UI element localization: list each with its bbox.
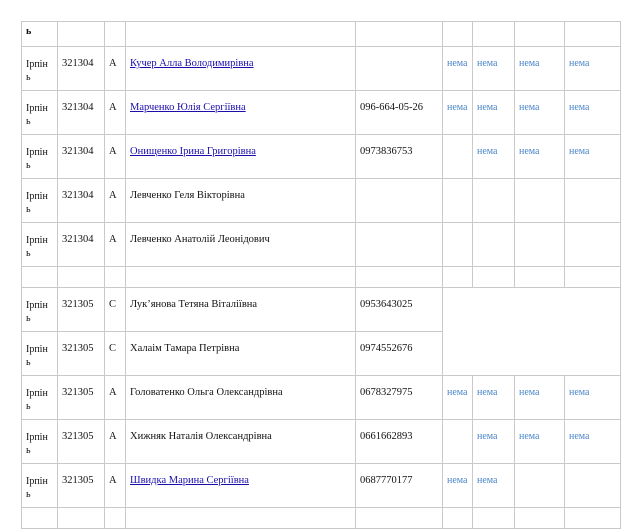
status-cell (443, 420, 473, 464)
name-cell (126, 47, 356, 91)
district-code-cell: 321304 (58, 47, 105, 91)
city-cell: Ірпін ь (22, 91, 58, 135)
status-cell (473, 420, 515, 464)
status-cell (515, 223, 565, 267)
name-link[interactable]: Марченко Юлія Сергіївна (130, 102, 246, 113)
status-text: нема (447, 387, 468, 398)
category-cell: С (105, 288, 126, 332)
district-code-cell: 321304 (58, 91, 105, 135)
category-cell: А (105, 135, 126, 179)
status-cell (443, 135, 473, 179)
empty-cell (473, 267, 515, 288)
empty-cell (473, 508, 515, 529)
name-cell: Левченко Геля Вікторівна (126, 179, 356, 223)
status-cell (443, 91, 473, 135)
district-code-cell: 321304 (58, 179, 105, 223)
status-cell (515, 135, 565, 179)
voters-table (21, 21, 621, 529)
table-row (22, 223, 621, 267)
category-cell: А (105, 47, 126, 91)
district-code-cell: 321304 (58, 223, 105, 267)
status-cell (565, 376, 621, 420)
status-text: нема (447, 102, 468, 113)
empty-cell (443, 22, 473, 47)
name-cell: Левченко Анатолій Леонідович (126, 223, 356, 267)
empty-cell (356, 22, 443, 47)
status-cell (515, 91, 565, 135)
city-cell: Ірпін ь (22, 376, 58, 420)
status-cell (565, 135, 621, 179)
status-text: нема (519, 146, 540, 157)
document-page (21, 21, 621, 529)
table-row (22, 267, 621, 288)
name-cell: Халаім Тамара Петрівна (126, 332, 356, 376)
name-cell: Хижняк Наталія Олександрівна (126, 420, 356, 464)
name-cell (126, 91, 356, 135)
category-cell: С (105, 332, 126, 376)
table-row (22, 288, 621, 332)
phone-cell: 096-664-05-26 (356, 91, 443, 135)
status-cell (473, 179, 515, 223)
phone-cell: 0974552676 (356, 332, 443, 376)
status-cell (443, 47, 473, 91)
status-cell (515, 47, 565, 91)
name-cell (126, 135, 356, 179)
status-text: нема (477, 58, 498, 69)
status-text: нема (569, 58, 590, 69)
city-cell: Ірпін ь (22, 135, 58, 179)
empty-cell (443, 508, 473, 529)
phone-cell: 0678327975 (356, 376, 443, 420)
district-code-cell: 321305 (58, 332, 105, 376)
empty-cell (126, 508, 356, 529)
table-row (22, 179, 621, 223)
status-cell (443, 464, 473, 508)
table-body (22, 22, 621, 529)
phone-cell (356, 223, 443, 267)
empty-cell (565, 267, 621, 288)
name-cell: Головатенко Ольга Олександрівна (126, 376, 356, 420)
table-row (22, 91, 621, 135)
status-cell (565, 223, 621, 267)
name-cell: Лук’янова Тетяна Віталіївна (126, 288, 356, 332)
phone-cell (356, 179, 443, 223)
merged-status-cell (443, 288, 621, 376)
category-cell: А (105, 376, 126, 420)
empty-cell (105, 267, 126, 288)
empty-cell (443, 267, 473, 288)
status-cell (565, 47, 621, 91)
status-cell (565, 91, 621, 135)
district-code-cell: 321304 (58, 135, 105, 179)
city-cell: Ірпін ь (22, 179, 58, 223)
category-cell: А (105, 223, 126, 267)
empty-cell (473, 22, 515, 47)
category-cell: А (105, 179, 126, 223)
district-code-cell: 321305 (58, 376, 105, 420)
status-cell (515, 376, 565, 420)
empty-cell (515, 22, 565, 47)
category-cell: А (105, 420, 126, 464)
empty-cell (356, 267, 443, 288)
status-cell (473, 91, 515, 135)
city-cell: Ірпін ь (22, 47, 58, 91)
status-cell (473, 376, 515, 420)
status-text: нема (477, 146, 498, 157)
phone-cell: 0953643025 (356, 288, 443, 332)
empty-cell (515, 267, 565, 288)
empty-cell (58, 508, 105, 529)
name-link[interactable]: Швидка Марина Сергіївна (130, 475, 249, 486)
phone-cell: 0973836753 (356, 135, 443, 179)
district-code-cell: 321305 (58, 420, 105, 464)
empty-cell (126, 267, 356, 288)
category-cell: А (105, 91, 126, 135)
name-cell (126, 464, 356, 508)
empty-cell (22, 267, 58, 288)
empty-cell (356, 508, 443, 529)
status-text: нема (519, 431, 540, 442)
empty-cell (126, 22, 356, 47)
table-row (22, 464, 621, 508)
table-row (22, 22, 621, 47)
empty-cell (515, 508, 565, 529)
status-text: нема (569, 431, 590, 442)
name-link[interactable]: Кучер Алла Володимирівна (130, 58, 254, 69)
phone-cell (356, 47, 443, 91)
status-cell (473, 223, 515, 267)
status-text: нема (519, 387, 540, 398)
status-cell (515, 179, 565, 223)
name-link[interactable]: Онищенко Ірина Григорівна (130, 146, 256, 157)
status-cell (515, 464, 565, 508)
status-text: нема (447, 475, 468, 486)
status-text: нема (477, 387, 498, 398)
status-cell (443, 223, 473, 267)
status-cell (565, 420, 621, 464)
status-cell (473, 47, 515, 91)
empty-cell (565, 22, 621, 47)
empty-cell (105, 508, 126, 529)
phone-cell: 0687770177 (356, 464, 443, 508)
status-text: нема (477, 431, 498, 442)
city-cell: Ірпін ь (22, 223, 58, 267)
status-cell (565, 464, 621, 508)
city-cell: ь (22, 22, 58, 47)
table-row (22, 376, 621, 420)
empty-cell (58, 22, 105, 47)
table-row (22, 135, 621, 179)
status-text: нема (569, 146, 590, 157)
status-cell (565, 179, 621, 223)
table-row (22, 47, 621, 91)
phone-cell: 0661662893 (356, 420, 443, 464)
status-text: нема (569, 387, 590, 398)
city-cell: Ірпін ь (22, 332, 58, 376)
status-text: нема (569, 102, 590, 113)
status-text: нема (477, 475, 498, 486)
status-text: нема (447, 58, 468, 69)
status-cell (473, 464, 515, 508)
empty-cell (105, 22, 126, 47)
city-cell: Ірпін ь (22, 420, 58, 464)
empty-cell (22, 508, 58, 529)
status-text: нема (519, 58, 540, 69)
status-cell (443, 376, 473, 420)
status-cell (443, 179, 473, 223)
status-text: нема (519, 102, 540, 113)
table-row (22, 420, 621, 464)
district-code-cell: 321305 (58, 288, 105, 332)
status-cell (473, 135, 515, 179)
table-row (22, 508, 621, 529)
empty-cell (565, 508, 621, 529)
empty-cell (58, 267, 105, 288)
city-cell: Ірпін ь (22, 288, 58, 332)
district-code-cell: 321305 (58, 464, 105, 508)
city-cell: Ірпін ь (22, 464, 58, 508)
status-text: нема (477, 102, 498, 113)
category-cell: А (105, 464, 126, 508)
status-cell (515, 420, 565, 464)
